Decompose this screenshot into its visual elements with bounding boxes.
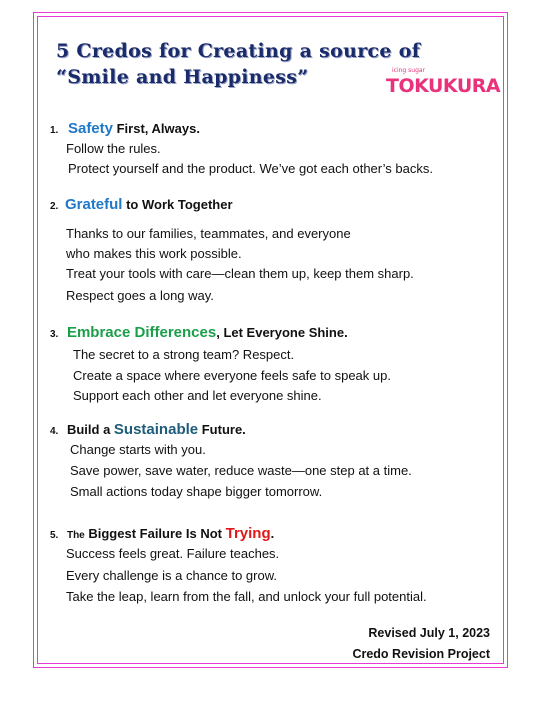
credo-4-line: Save power, save water, reduce waste—one step at a time. [70,463,412,478]
credo-highlight: Embrace Differences [66,324,217,341]
credo-2-heading [50,196,233,213]
credo-4-line: Small actions today shape bigger tomorrow. [70,484,323,499]
credo-1-heading [50,120,200,137]
credo-5-line: Success feels great. Failure teaches. [66,546,280,561]
credo-heading-text: Future. [198,422,246,437]
credo-highlight: Grateful [64,196,123,213]
credo-3-line: Create a space where everyone feels safe to speak up. [73,368,391,383]
credo-4-line: Change starts with you. [70,442,206,457]
credo-heading-text: First, Always. [113,121,200,136]
credo-4-heading [50,421,246,438]
credo-5-line: Every challenge is a chance to grow. [66,568,278,583]
credo-3-heading [50,324,348,341]
credo-2-line: who makes this work possible. [66,246,242,261]
document-title-line-2: “Smile and Happiness” [56,66,309,88]
revision-project: Credo Revision Project [352,647,490,661]
credo-heading-text: , Let Everyone Shine. [216,325,348,340]
credo-heading-text: to Work Together [122,197,233,212]
credo-2-line: Respect goes a long way. [66,288,214,303]
credo-heading-prefix: Biggest Failure Is Not [84,526,226,541]
credo-heading-prefix: Build a [66,422,114,437]
credo-2-line: Thanks to our families, teammates, and everyone [66,226,351,241]
credo-highlight: Sustainable [113,421,199,438]
credo-number: 4. [50,426,59,437]
credo-heading-text: . [270,526,275,541]
credo-number: 3. [50,329,59,340]
credo-1-line: Protect yourself and the product. We’ve got each other’s backs. [68,161,433,176]
credo-1-line: Follow the rules. [66,141,161,156]
credo-3-line: Support each other and let everyone shine. [73,388,322,403]
credo-heading-small-prefix: The [66,530,85,541]
logo-wordmark: TOKUKURA [386,75,501,97]
logo-tagline: icing sugar [392,67,426,74]
credo-highlight: Trying [225,525,271,542]
credo-number: 5. [50,530,59,541]
credo-2-line: Treat your tools with care—clean them up, keep them sharp. [66,266,414,281]
revision-date: Revised July 1, 2023 [368,626,490,640]
credo-3-line: The secret to a strong team? Respect. [73,347,295,362]
credo-5-heading [50,525,274,542]
document-title-line-1: 5 Credos for Creating a source of [56,40,421,62]
credo-number: 1. [50,125,59,136]
credo-highlight: Safety [67,120,113,137]
credo-5-line: Take the leap, learn from the fall, and unlock your full potential. [66,589,427,604]
credo-number: 2. [50,201,59,212]
